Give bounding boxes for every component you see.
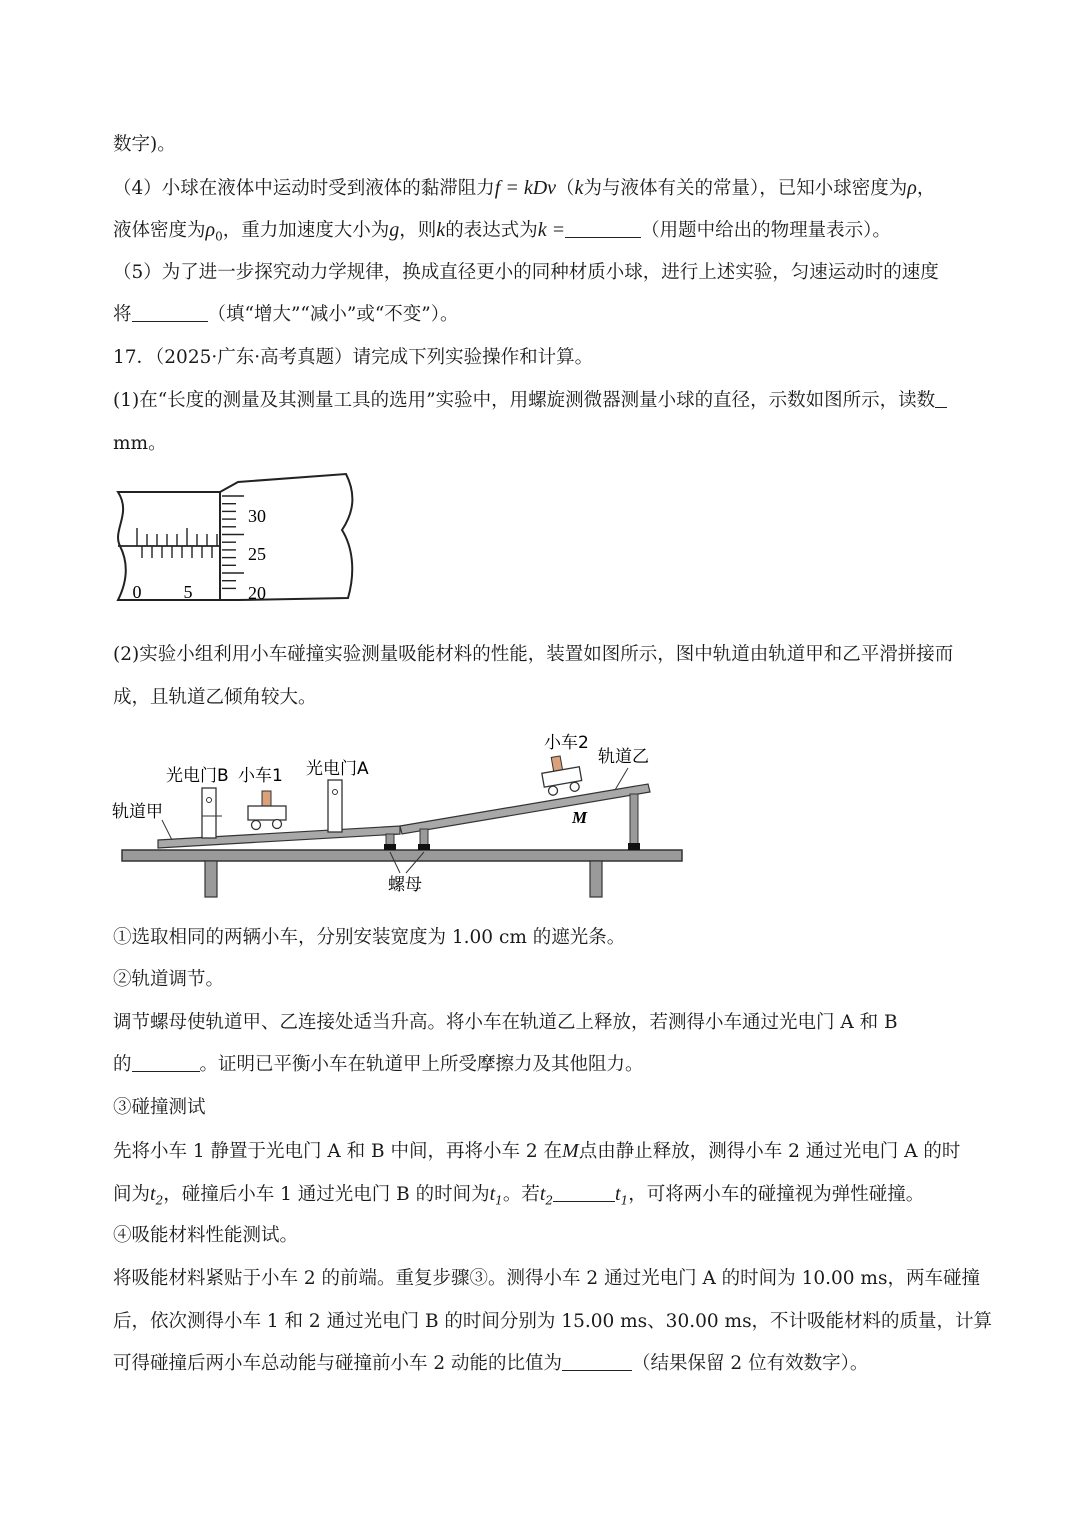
q17-step1: ①选取相同的两辆小车，分别安装宽度为 1.00 cm 的遮光条。 xyxy=(113,927,626,948)
sleeve-label-5: 5 xyxy=(183,582,193,602)
answer-blank[interactable] xyxy=(132,1053,200,1072)
sleeve-label-0: 0 xyxy=(132,582,142,602)
q17-step4-line3: 可得碰撞后两小车总动能与碰撞前小车 2 动能的比值为 （结果保留 2 位有效数字）。 xyxy=(113,1353,869,1374)
answer-blank[interactable] xyxy=(132,303,208,322)
q17-step4-line1: 将吸能材料紧贴于小车 2 的前端。重复步骤③。测得小车 2 通过光电门 A 的时间为 10.00 ms，两车碰撞 xyxy=(113,1268,980,1289)
thimble-label-20: 20 xyxy=(248,583,266,603)
q16-part5-line1: （5）为了进一步探究动力学规律，换成直径更小的同种材质小球，进行上述实验，匀速运动时的速度 xyxy=(113,262,939,283)
q17-step3-line1: 先将小车 1 静置于光电门 A 和 B 中间，再将小车 2 在M点由静止释放，测得小车 2 通过光电门 A 的时 xyxy=(113,1140,961,1162)
label-cart1: 小车1 xyxy=(238,766,283,786)
q17-part1-line2: mm。 xyxy=(113,433,167,454)
answer-blank[interactable] xyxy=(562,1352,632,1371)
label-point-m: M xyxy=(572,808,588,827)
q16-part4-line2: 液体密度为$\rho_0$，重力加速度大小为g，则k的表达式为k = （用题中给出的物理量表示）。 xyxy=(113,219,891,244)
q17-header: 17．（2025·广东·高考真题）请完成下列实验操作和计算。 xyxy=(113,347,594,368)
label-gate-a: 光电门A xyxy=(306,759,369,779)
q17-step4-line2: 后，依次测得小车 1 和 2 通过光电门 B 的时间分别为 15.00 ms、30.00 ms，不计吸能材料的质量，计算 xyxy=(113,1311,993,1332)
collision-apparatus-figure xyxy=(110,728,690,898)
q17-part1-line1: (1)在“长度的测量及其测量工具的选用”实验中，用螺旋测微器测量小球的直径，示数如图所示，读数 xyxy=(113,389,947,413)
label-gate-b: 光电门B xyxy=(166,766,229,786)
answer-blank[interactable] xyxy=(565,219,641,238)
q16-part4-line1: （4）小球在液体中运动时受到液体的黏滞阻力f = kDv（k为与液体有关的常量），已知小球密度为ρ， xyxy=(113,177,936,199)
q17-step2-title: ②轨道调节。 xyxy=(113,969,225,990)
q17-step3-title: ③碰撞测试 xyxy=(113,1097,206,1118)
q17-step2-line1: 调节螺母使轨道甲、乙连接处适当升高。将小车在轨道乙上释放，若测得小车通过光电门 A 和 B xyxy=(113,1012,898,1033)
q17-step2-line2: 的 。证明已平衡小车在轨道甲上所受摩擦力及其他阻力。 xyxy=(113,1054,644,1075)
label-track-b: 轨道乙 xyxy=(598,747,649,767)
thimble-label-30: 30 xyxy=(248,506,266,526)
q17-part2-line1: (2)实验小组利用小车碰撞实验测量吸能材料的性能，装置如图所示，图中轨道由轨道甲和乙平滑拼接而 xyxy=(113,644,954,665)
q17-step4-title: ④吸能材料性能测试。 xyxy=(113,1225,299,1246)
micrometer-figure xyxy=(110,470,360,612)
label-track-a: 轨道甲 xyxy=(112,802,163,822)
label-cart2: 小车2 xyxy=(544,733,589,753)
answer-blank[interactable] xyxy=(935,389,947,408)
formula-drag: f = kDv xyxy=(494,177,557,199)
label-nut: 螺母 xyxy=(388,875,422,895)
answer-blank[interactable] xyxy=(553,1183,615,1202)
q16-part5-line2: 将 （填“增大”“减小”或“不变”）。 xyxy=(113,304,459,325)
q17-part2-line2: 成，且轨道乙倾角较大。 xyxy=(113,687,317,708)
q17-step3-line2: 间为$t_2$，碰撞后小车 1 通过光电门 B 的时间为$t_1$。若$t_2$ $t_1$，可将两小车的碰撞视为弹性碰撞。 xyxy=(113,1183,925,1208)
thimble-label-25: 25 xyxy=(248,544,266,564)
q16-line-0: 数字)。 xyxy=(113,134,176,155)
